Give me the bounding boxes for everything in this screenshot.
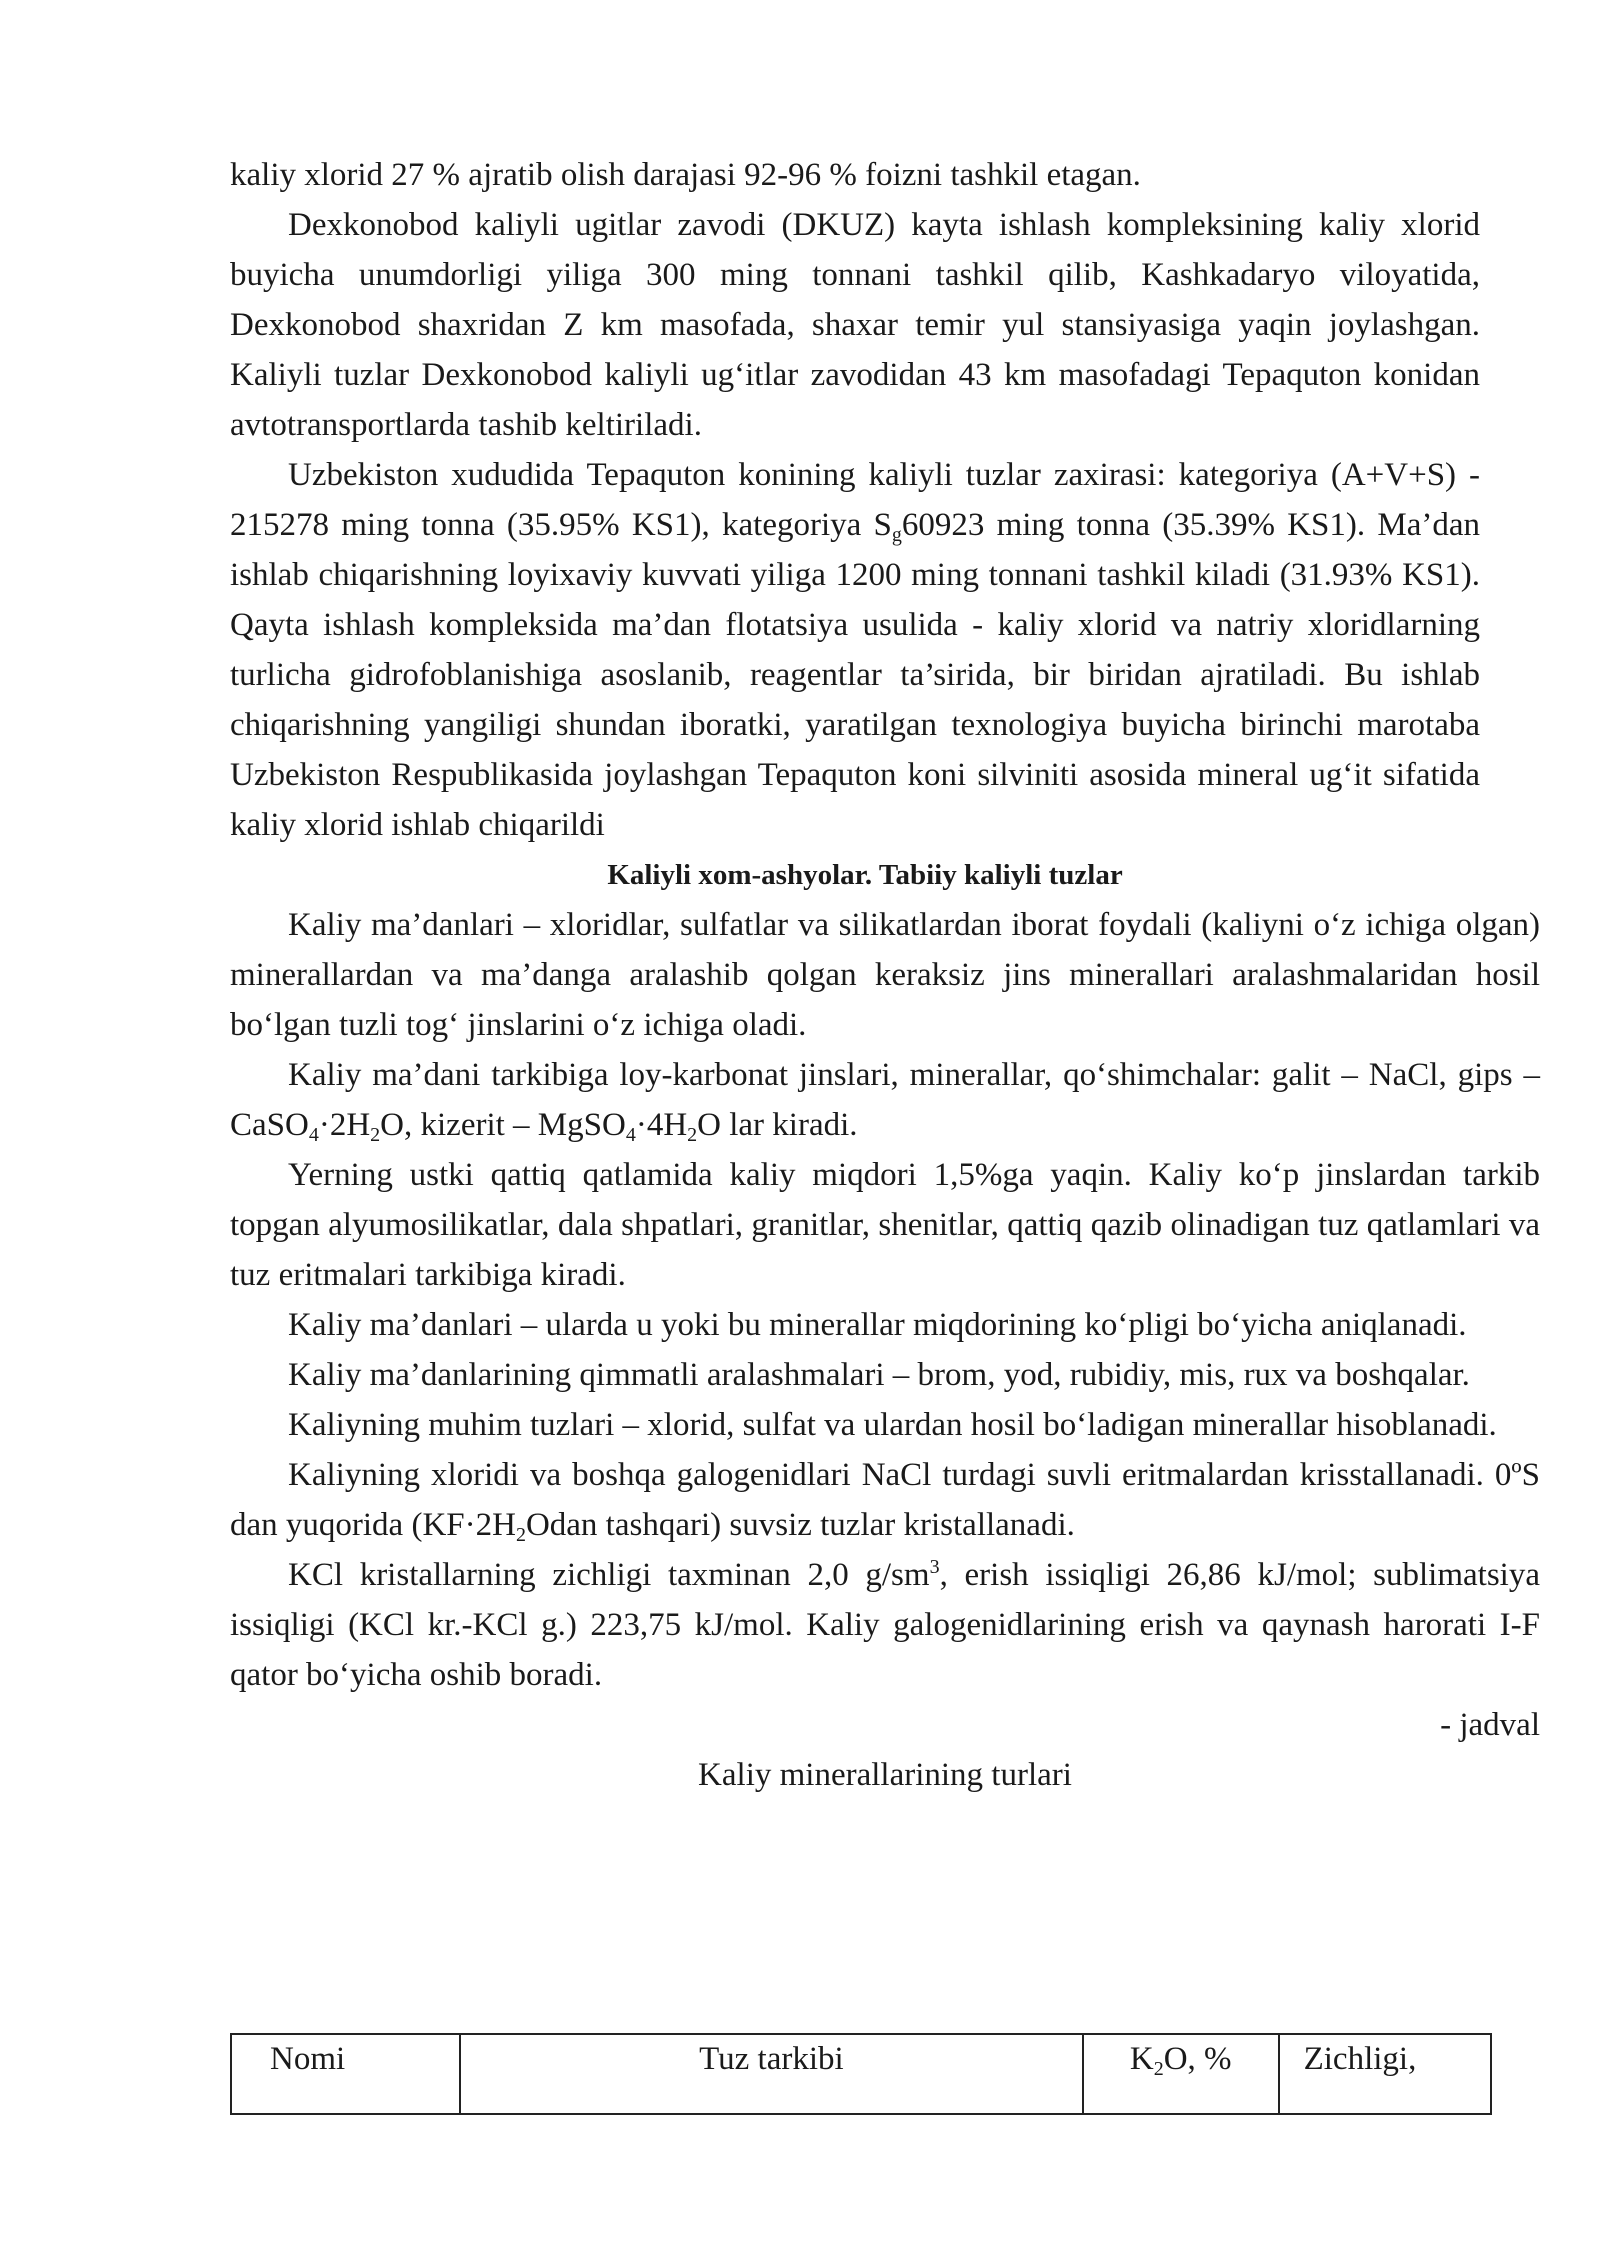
- composition-text-d: ·4H: [635, 1107, 688, 1143]
- document-page: [230, 150, 1540, 1800]
- paragraph-crystallization: [230, 1450, 1540, 1550]
- section-heading: Kaliyli xom-ashyolar. Tabiiy kaliyli tuzlar: [607, 859, 1123, 891]
- composition-sub-4: 2: [687, 1124, 698, 1146]
- composition-sub-2: 2: [370, 1124, 381, 1146]
- kcl-superscript: 3: [929, 1556, 940, 1578]
- paragraph-ore-composition: [230, 1050, 1540, 1150]
- paragraph-dkuz: Dexkonobod kaliyli ugitlar zavodi (DKUZ) kayta ishlash kompleksining kaliy xlorid buyicha unumdorligi yiliga 300 ming tonnani tashkil qilib, Kashkadaryo viloyatida, Dexkonobod shaxridan Z km masofada, shaxar temir yul stansiyasiga yaqin joylashgan. Kaliyli tuzlar Dexkonobod kaliyli ug‘itlar zavodidan 43 km masofadagi Tepaquton konidan avtotransportlarda tashib keltiriladi.: [230, 207, 1480, 443]
- header-density: Zichligi,: [1279, 2034, 1491, 2114]
- k2o-text-a: K: [1129, 2041, 1154, 2077]
- crystallization-text-a: Kaliyning xloridi va boshqa galogenidlari NaCl turdagi suvli eritmalardan krisstallanadi. 0ºS dan yuqorida (KF·2H: [230, 1457, 1540, 1543]
- crystallization-text-b: Odan tashqari) suvsiz tuzlar kristallanadi.: [525, 1507, 1075, 1543]
- kcl-text-a: KCl kristallarning zichligi taxminan 2,0 g/sm: [288, 1557, 930, 1593]
- table-title: Kaliy minerallarining turlari: [698, 1757, 1072, 1793]
- crystallization-sub: 2: [515, 1524, 526, 1546]
- paragraph-ore-determination: Kaliy ma’danlari – ularda u yoki bu minerallar miqdorining ko‘pligi bo‘yicha aniqlanadi.: [288, 1307, 1467, 1343]
- composition-text-a: Kaliy ma’dani tarkibiga loy-karbonat jinslari, minerallar, qo‘shimchalar: galit – NaCl, gips – CaSO: [230, 1057, 1540, 1143]
- composition-sub-1: 4: [308, 1124, 319, 1146]
- paragraph-intro-continuation: kaliy xlorid 27 % ajratib olish darajasi 92-96 % foizni tashkil etagan.: [230, 157, 1141, 193]
- paragraph-ore-definition: Kaliy ma’danlari – xloridlar, sulfatlar va silikatlardan iborat foydali (kaliyni o‘z ichiga olgan) minerallardan va ma’danga aralashib qolgan keraksiz jins minerallari aralashmalaridan hosil bo‘lgan tuzli tog‘ jinslarini o‘z ichiga oladi.: [230, 907, 1540, 1043]
- reserves-text-a: Uzbekiston xududida Tepaquton konining kaliyli tuzlar zaxirasi: kategoriya (A+V+S) - 215278 ming tonna (35.95% KS1), kategoriya S: [230, 457, 1480, 543]
- reserves-subscript: g: [891, 524, 902, 546]
- composition-text-e: O lar kiradi.: [697, 1107, 858, 1143]
- composition-text-c: O, kizerit – MgSO: [380, 1107, 626, 1143]
- table-header-row: [231, 2034, 1491, 2114]
- paragraph-important-salts: Kaliyning muhim tuzlari – xlorid, sulfat va ulardan hosil bo‘ladigan minerallar hisoblanadi.: [288, 1407, 1497, 1443]
- paragraph-valuable-impurities: Kaliy ma’danlarining qimmatli aralashmalari – brom, yod, rubidiy, mis, rux va boshqalar.: [288, 1357, 1470, 1393]
- k2o-text-b: O, %: [1163, 2041, 1232, 2077]
- minerals-table: [230, 2033, 1492, 2115]
- paragraph-crust-potassium: Yerning ustki qattiq qatlamida kaliy miqdori 1,5%ga yaqin. Kaliy ko‘p jinslardan tarkib topgan alyumosilikatlar, dala shpatlari, granitlar, shenitlar, qattiq qazib olinadigan tuz qatlamlari va tuz eritmalari tarkibiga kiradi.: [230, 1157, 1540, 1293]
- paragraph-tepaquton-reserves: [230, 450, 1480, 850]
- kcl-text-b: , erish issiqligi 26,86 kJ/mol; sublimatsiya issiqligi (KCl kr.-KCl g.) 223,75 kJ/mol. Kaliy galogenidlarining erish va qaynash harorati I-F qator bo‘yicha oshib boradi.: [230, 1557, 1540, 1693]
- composition-sub-3: 4: [625, 1124, 636, 1146]
- paragraph-kcl-properties: [230, 1550, 1540, 1700]
- k2o-sub: 2: [1153, 2058, 1164, 2080]
- header-name: Nomi: [231, 2034, 460, 2114]
- header-k2o: [1083, 2034, 1279, 2114]
- reserves-text-b: 60923 ming tonna (35.39% KS1). Ma’dan ishlab chiqarishning loyixaviy kuvvati yiliga 1200 ming tonnani tashkil kiladi (31.93% KS1). Qayta ishlash kompleksida ma’dan flotatsiya usulida - kaliy xlorid va natriy xloridlarning turlicha gidrofoblanishiga asoslanib, reagentlar ta’sirida, bir biridan ajratiladi. Bu ishlab chiqarishning yangiligi shundan iboratki, yaratilgan texnologiya buyicha birinchi marotaba Uzbekiston Respublikasida joylashgan Tepaquton koni silviniti asosida mineral ug‘it sifatida kaliy xlorid ishlab chiqarildi: [230, 507, 1480, 843]
- table-number-label: - jadval: [1440, 1707, 1540, 1743]
- header-composition: Tuz tarkibi: [460, 2034, 1083, 2114]
- composition-text-b: ·2H: [318, 1107, 371, 1143]
